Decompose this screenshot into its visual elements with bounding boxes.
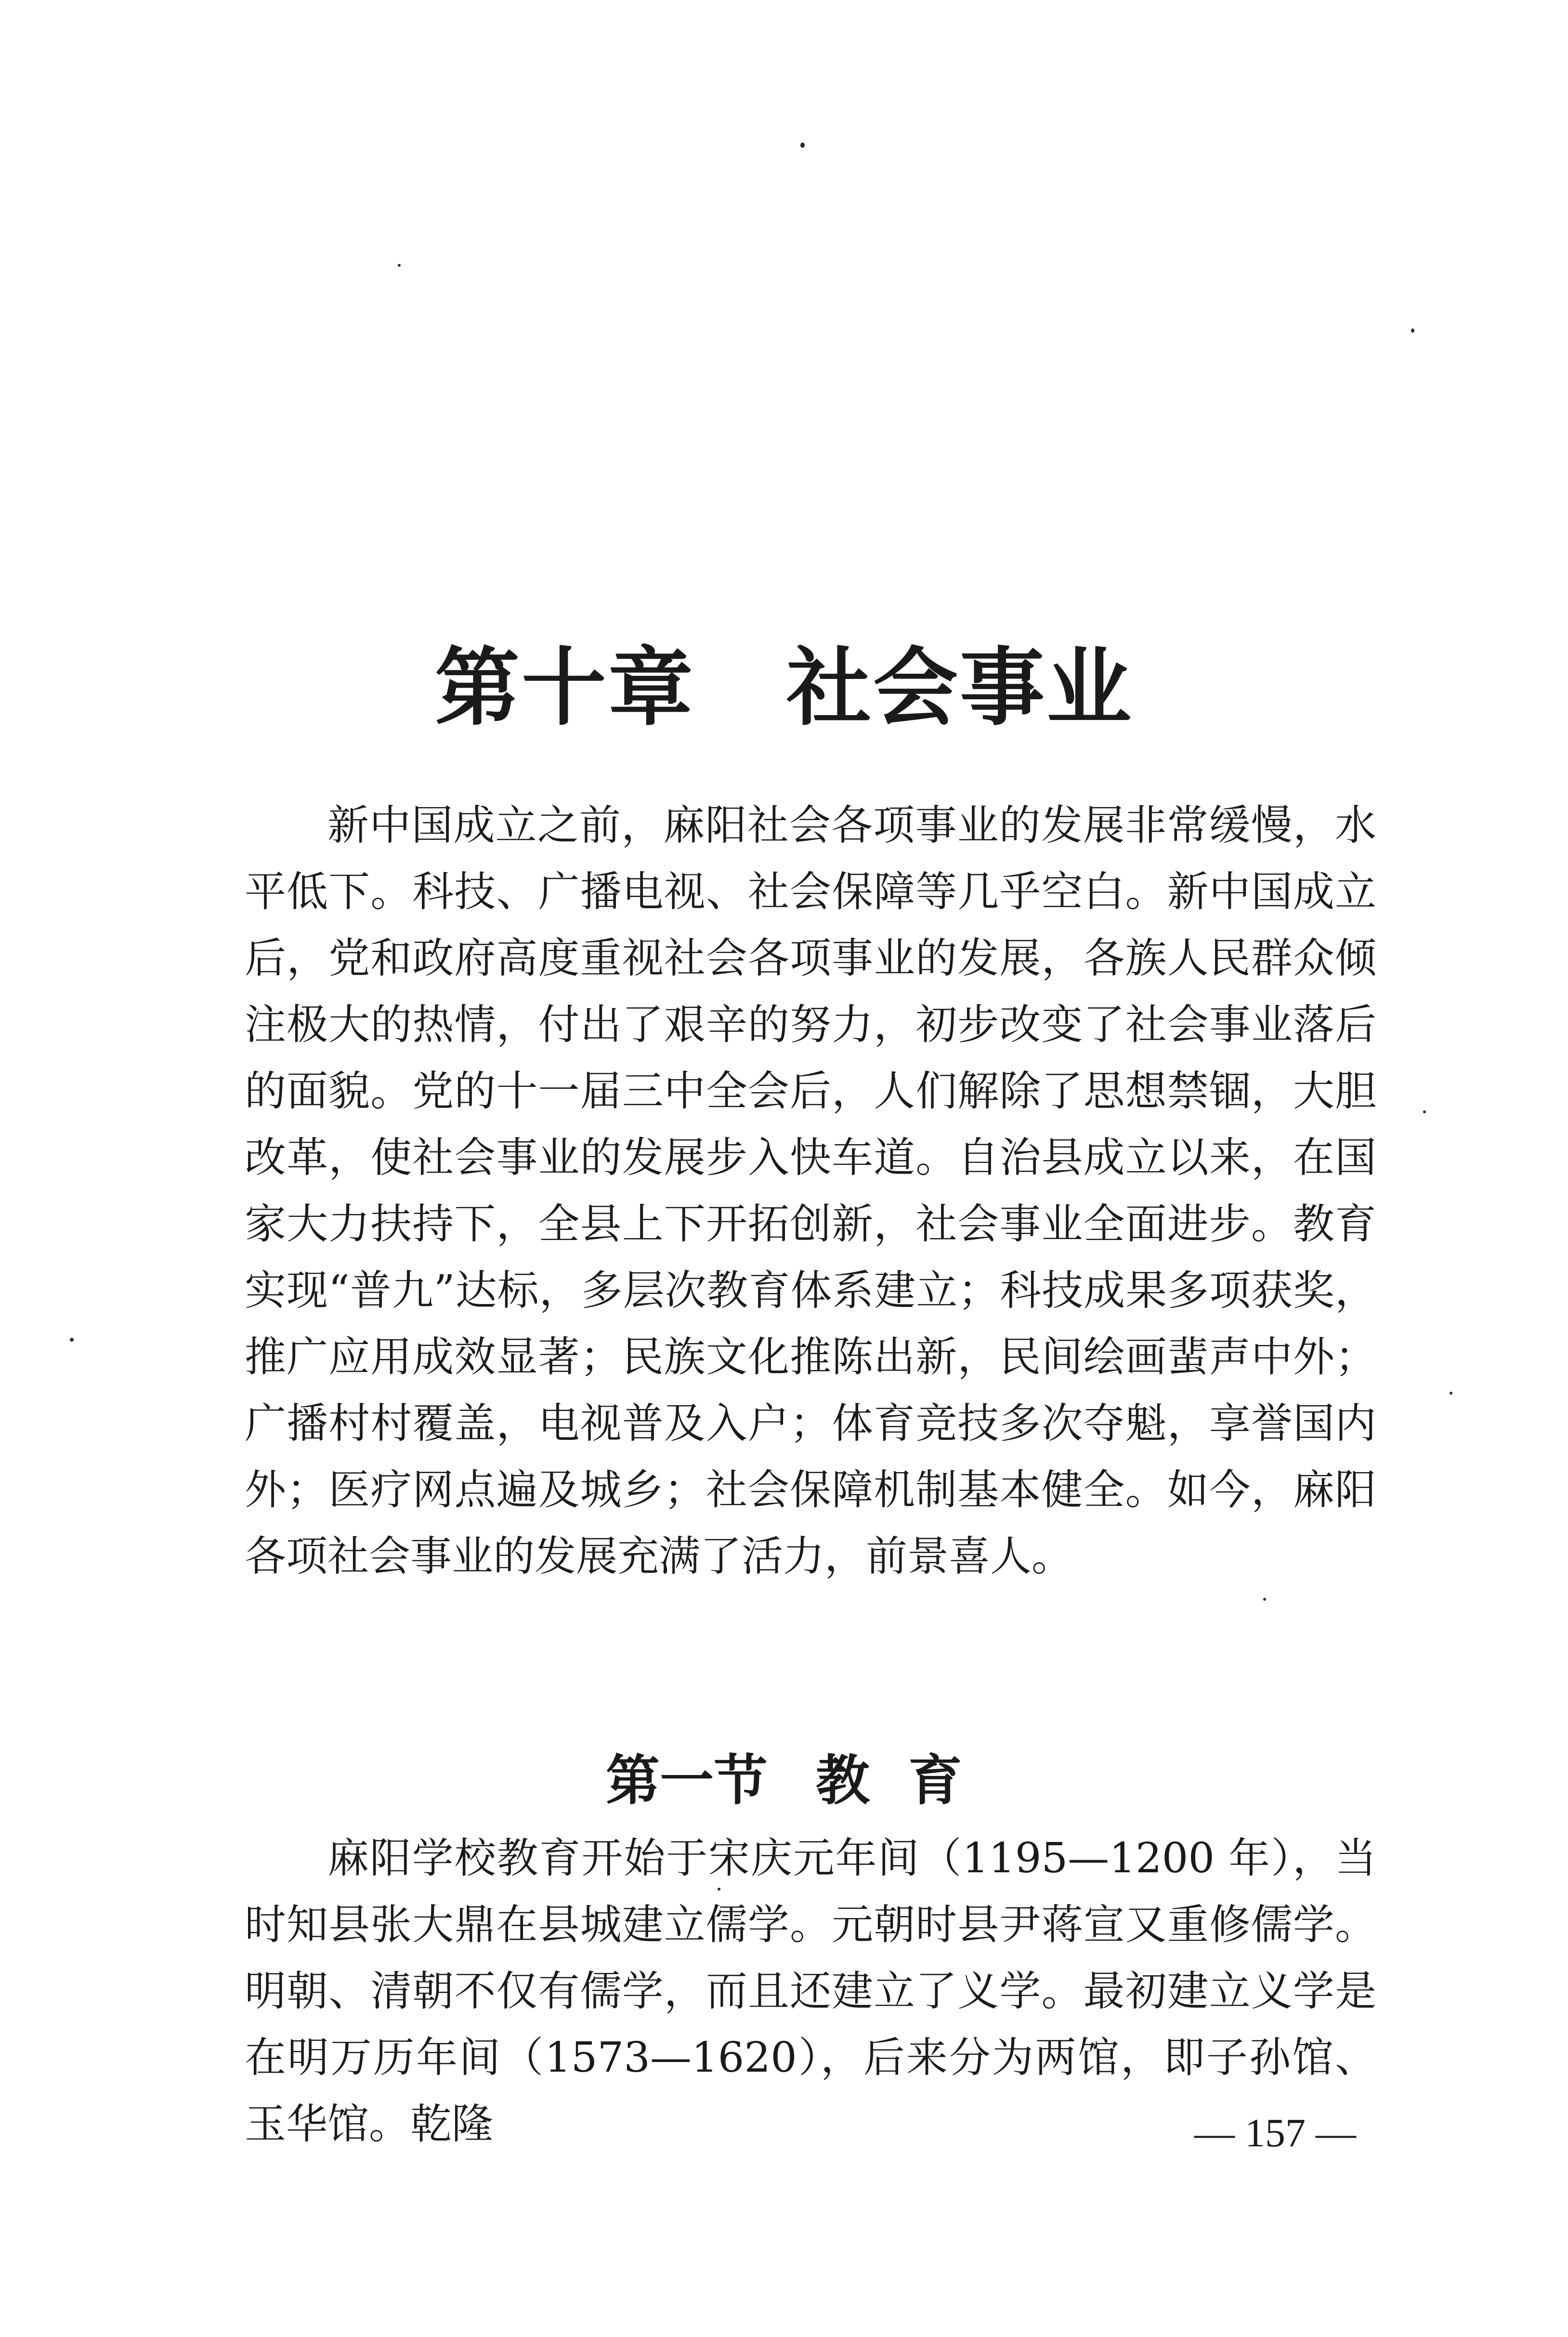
scan-speck (800, 143, 805, 148)
scan-speck (1411, 328, 1414, 333)
chapter-number: 第十章 (434, 637, 695, 737)
section-title (0, 1742, 1568, 1819)
scan-speck (1423, 1110, 1426, 1113)
page-number: — 157 — (1194, 2111, 1356, 2155)
scan-speck (70, 1338, 74, 1342)
scan-speck (1263, 1598, 1266, 1601)
chapter-title (0, 635, 1568, 741)
scan-speck (1450, 1392, 1452, 1395)
section-name-char-2: 育 (908, 1749, 962, 1812)
chapter-name: 社会事业 (786, 637, 1134, 737)
section-paragraph: 麻阳学校教育开始于宋庆元年间（1195—1200 年），当时知县张大鼎在县城建立儒学。元朝时县尹蒋宣又重修儒学。明朝、清朝不仅有儒学，而且还建立了义学。最初建立义学是在明万历年间（1573—1620），后来分为两馆，即子孙馆、玉华馆。乾隆 (245, 1834, 1376, 2148)
section-name-char-1: 教 (816, 1749, 870, 1812)
chapter-intro (245, 792, 1376, 1590)
intro-paragraph: 新中国成立之前，麻阳社会各项事业的发展非常缓慢，水平低下。科技、广播电视、社会保障等几乎空白。新中国成立后，党和政府高度重视社会各项事业的发展，各族人民群众倾注极大的热情，付出了艰辛的努力，初步改变了社会事业落后的面貌。党的十一届三中全会后，人们解除了思想禁锢，大胆改革，使社会事业的发展步入快车道。自治县成立以来，在国家大力扶持下，全县上下开拓创新，社会事业全面进步。教育实现“普九”达标，多层次教育体系建立；科技成果多项获奖，推广应用成效显著；民族文化推陈出新，民间绘画蜚声中外；广播村村覆盖，电视普及入户；体育竞技多次夺魁，享誉国内外；医疗网点遍及城乡；社会保障机制基本健全。如今，麻阳各项社会事业的发展充满了活力，前景喜人。 (245, 801, 1376, 1580)
section-number: 第一节 (606, 1749, 768, 1812)
scan-speck (398, 264, 401, 267)
